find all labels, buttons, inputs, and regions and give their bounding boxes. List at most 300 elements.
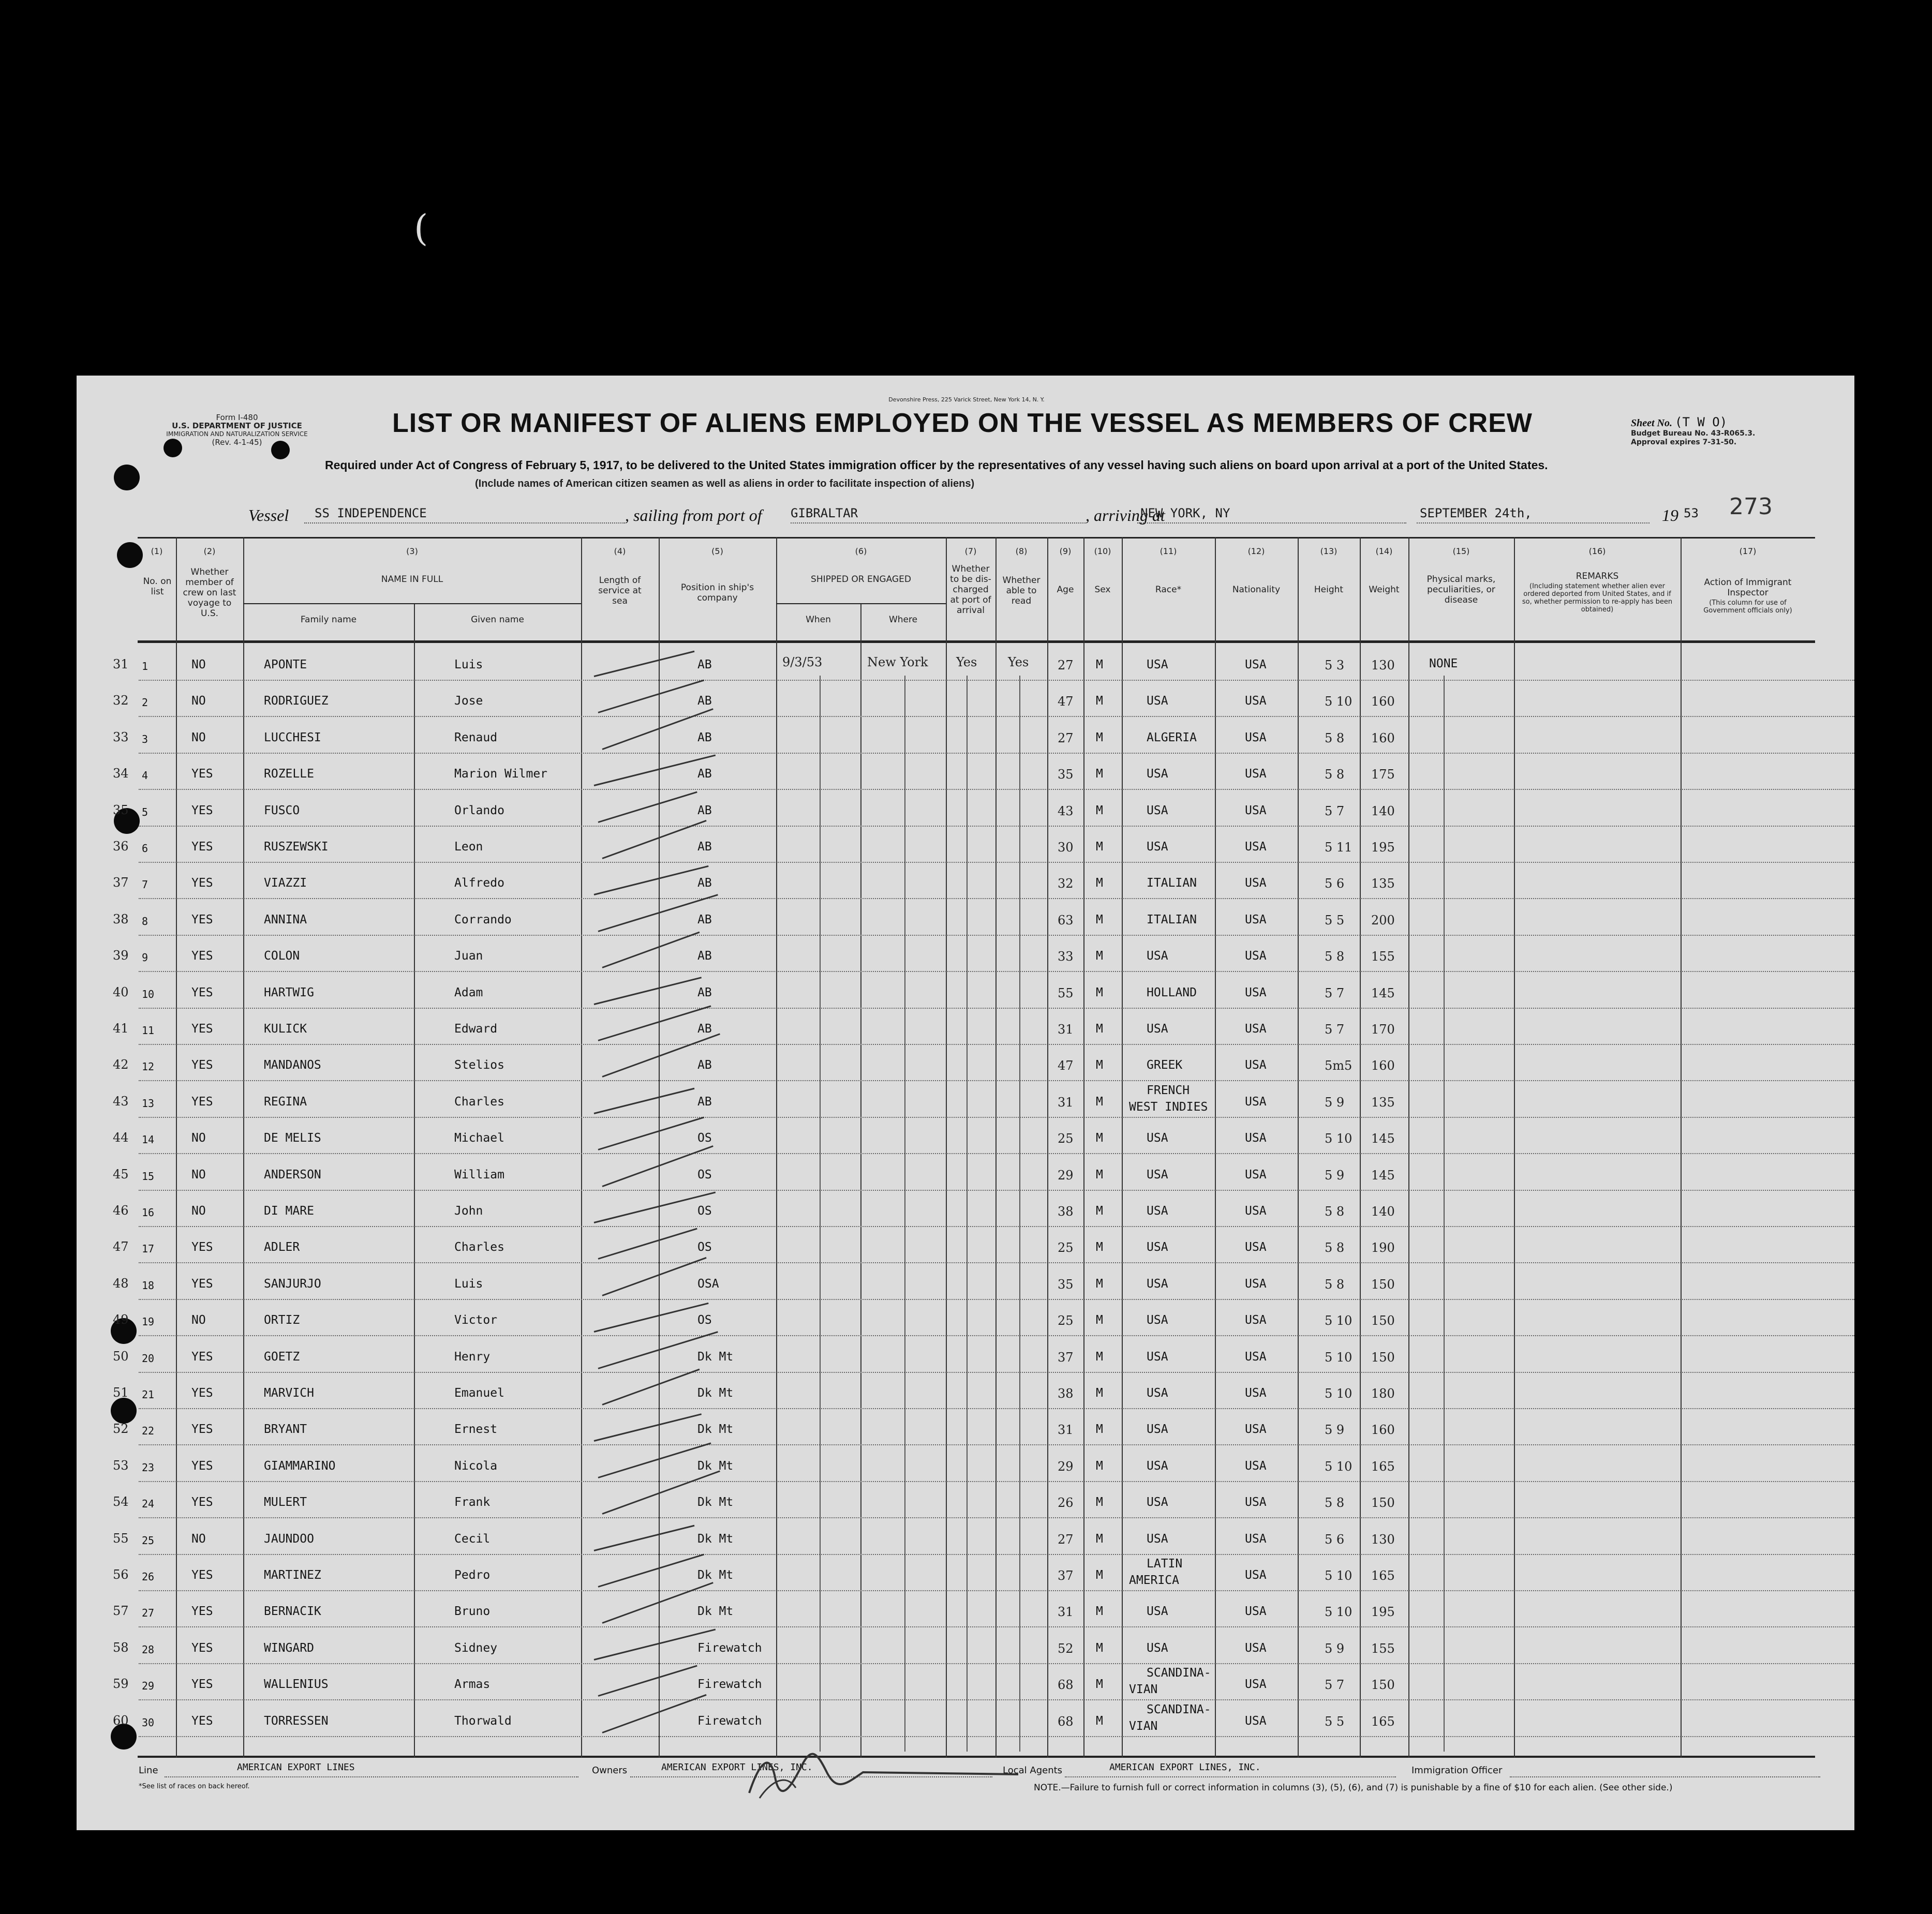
cell-given-name: Alfredo [454,876,504,890]
cell-race: USA [1147,1131,1168,1145]
cell-weight: 150 [1371,1496,1395,1511]
cell-sex: M [1096,1459,1103,1473]
cell-age: 43 [1058,803,1074,818]
vessel-underline [304,522,625,524]
cell-weight: 155 [1371,1641,1395,1656]
cell-sex: M [1096,658,1103,671]
cell-given-name: Thorwald [454,1714,512,1728]
table-row [77,1378,1854,1414]
cell-race: USA [1147,694,1168,708]
cell-previous-voyage: NO [191,1204,206,1218]
cell-sequence-number: 54 [113,1494,129,1509]
service-mark [594,1414,702,1442]
row-divider [139,1736,1854,1737]
service-mark [598,1228,697,1260]
cell-weight: 130 [1371,658,1395,672]
service-mark [594,977,702,1005]
cell-previous-voyage: YES [191,1423,213,1437]
cell-nationality: USA [1245,1204,1267,1218]
cell-previous-voyage: NO [191,730,206,744]
col-number: (16) [1588,546,1606,556]
cell-position: AB [697,840,712,854]
cell-sex: M [1096,767,1103,781]
cell-race: ALGERIA [1147,730,1197,744]
cell-weight: 145 [1371,1168,1395,1183]
cell-position: Dk Mt [697,1605,734,1619]
cell-nationality: USA [1245,949,1267,963]
cell-position: AB [697,658,712,671]
cell-sequence-number: 34 [113,766,129,781]
cell-age: 47 [1058,1058,1074,1073]
cell-height: 5 8 [1325,1240,1345,1255]
cell-previous-voyage: YES [191,1568,213,1582]
cell-weight: 155 [1371,949,1395,964]
first-row-where: New York [867,655,928,669]
sheet-number-label: Sheet No. [1631,417,1672,429]
cell-height: 5 9 [1325,1168,1345,1183]
col-header-remarks-note: (Including statement whether alien ever ordered deported from United States, and if so, whether permission to re-apply has been obtained) [1522,582,1673,614]
table-row [77,941,1854,977]
budget-info [1631,429,1755,447]
table-row [77,1342,1854,1378]
cell-given-name: Luis [454,1277,483,1291]
cell-sequence-number: 58 [113,1640,129,1655]
cell-race: USA [1147,1204,1168,1218]
shipped-subheader-rule [776,603,946,604]
cell-nationality: USA [1245,767,1267,781]
cell-sequence-number: 52 [113,1422,129,1437]
cell-weight: 160 [1371,730,1395,745]
cell-previous-voyage: YES [191,1277,213,1291]
service-name: IMMIGRATION AND NATURALIZATION SERVICE [166,430,308,438]
ditto-mark [904,676,905,1752]
year-prefix: 19 [1662,506,1678,525]
cell-height: 5 6 [1325,876,1345,891]
table-row [77,1123,1854,1159]
page-title: LIST OR MANIFEST OF ALIENS EMPLOYED ON THE VESSEL AS MEMBERS OF CREW [392,408,1533,438]
cell-sequence-number: 31 [113,657,129,671]
cell-age: 37 [1058,1568,1074,1583]
cell-age: 47 [1058,694,1074,709]
cell-height: 5 6 [1325,1532,1345,1547]
cell-race: USA [1147,1605,1168,1619]
table-row [77,1014,1854,1050]
col-header-where: Where [888,615,918,625]
cell-position: AB [697,803,712,817]
cell-sequence-number: 38 [113,911,129,926]
cell-sequence-number: 41 [113,1021,129,1036]
vessel-label: Vessel [248,506,289,525]
cell-age: 68 [1058,1714,1074,1729]
cell-family-name: TORRESSEN [264,1714,329,1728]
cell-height: 5 5 [1325,1714,1345,1729]
cell-height: 5 8 [1325,730,1345,745]
page-number: 273 [1729,494,1773,520]
line-underline [165,1776,578,1777]
cell-age: 30 [1058,840,1074,855]
cell-age: 31 [1058,1095,1074,1110]
ditto-mark [967,676,968,1752]
cell-age: 27 [1058,658,1074,672]
col-number: (5) [711,546,723,556]
cell-age: 31 [1058,1022,1074,1037]
cell-position: Firewatch [697,1714,762,1728]
row-divider [139,1663,1854,1664]
cell-weight: 135 [1371,876,1395,891]
col-number: (1) [151,546,163,556]
cell-age: 37 [1058,1350,1074,1365]
cell-family-name: MARVICH [264,1386,314,1400]
table-row [77,1557,1854,1596]
sheet-number-value: (T W O) [1675,415,1728,429]
row-divider [139,971,1854,972]
row-divider [139,1554,1854,1555]
table-row [77,1160,1854,1196]
col-number: (10) [1094,546,1111,556]
cell-list-number: 21 [142,1388,155,1401]
cell-weight: 145 [1371,1131,1395,1146]
cell-weight: 160 [1371,1423,1395,1438]
cell-height: 5 8 [1325,1204,1345,1219]
cell-given-name: Ernest [454,1423,498,1437]
first-row-marks: NONE [1429,657,1458,670]
cell-weight: 170 [1371,1022,1395,1037]
cell-nationality: USA [1245,1496,1267,1509]
cell-age: 52 [1058,1641,1074,1656]
form-subtitle: Required under Act of Congress of February 5, 1917, to be delivered to the United States immigration officer by the representatives of any vessel having such aliens on board upon arrival at a port of the United States. [325,458,1548,472]
form-number: Form I-480 [216,413,258,422]
scan-mark: ( [414,207,428,249]
cell-weight: 165 [1371,1568,1395,1583]
cell-height: 5 8 [1325,1496,1345,1511]
cell-age: 38 [1058,1386,1074,1401]
form-revision: (Rev. 4-1-45) [212,438,262,447]
table-row [77,1414,1854,1451]
table-row [77,868,1854,904]
cell-previous-voyage: YES [191,1350,213,1364]
row-divider [139,680,1854,681]
cell-sex: M [1096,985,1103,999]
cell-previous-voyage: YES [191,1678,213,1692]
cell-weight: 150 [1371,1313,1395,1328]
cell-previous-voyage: NO [191,1168,206,1182]
line-name: AMERICAN EXPORT LINES [237,1762,355,1773]
cell-family-name: KULICK [264,1022,307,1036]
cell-race: GREEK [1147,1058,1183,1072]
cell-sex: M [1096,840,1103,854]
cell-previous-voyage: YES [191,840,213,854]
cell-list-number: 27 [142,1607,155,1620]
cell-list-number: 29 [142,1680,155,1693]
cell-family-name: BERNACIK [264,1605,321,1619]
cell-weight: 135 [1371,1095,1395,1110]
cell-nationality: USA [1245,1240,1267,1254]
cell-family-name: RODRIGUEZ [264,694,329,708]
cell-previous-voyage: NO [191,1313,206,1327]
cell-sex: M [1096,1313,1103,1327]
cell-weight: 160 [1371,694,1395,709]
cell-race: LATIN [1147,1557,1183,1571]
cell-given-name: Charles [454,1095,504,1109]
cell-given-name: Henry [454,1350,491,1364]
table-row [77,723,1854,759]
punch-hole [114,465,140,490]
departure-port: GIBRALTAR [791,506,858,520]
cell-nationality: USA [1245,876,1267,890]
ditto-mark [820,676,821,1752]
cell-list-number: 18 [142,1279,155,1292]
cell-sequence-number: 55 [113,1531,129,1546]
cell-sex: M [1096,1168,1103,1182]
cell-list-number: 7 [142,878,148,891]
cell-height: 5 10 [1325,1568,1353,1583]
cell-nationality: USA [1245,913,1267,926]
cell-height: 5 10 [1325,1131,1353,1146]
col-number: (11) [1160,546,1177,556]
cell-position: AB [697,876,712,890]
col-header-age: Age [1057,585,1074,595]
col-header-inspector-action: Action of Immigrant Inspector [1704,577,1792,598]
cell-list-number: 11 [142,1024,155,1037]
cell-family-name: GOETZ [264,1350,300,1364]
cell-position: AB [697,1058,712,1072]
cell-sequence-number: 49 [113,1312,129,1327]
cell-given-name: Marion Wilmer [454,767,548,781]
owners-label: Owners [592,1765,628,1776]
cell-list-number: 4 [142,769,148,782]
cell-sex: M [1096,1386,1103,1400]
table-row [77,1451,1854,1487]
cell-sequence-number: 59 [113,1677,129,1692]
cell-race: USA [1147,840,1168,854]
cell-race: USA [1147,1022,1168,1036]
cell-age: 25 [1058,1131,1074,1146]
cell-previous-voyage: NO [191,1131,206,1145]
table-row [77,1083,1854,1123]
col-header-height: Height [1314,585,1344,595]
cell-given-name: Leon [454,840,483,854]
cell-race: SCANDINA- [1147,1666,1211,1680]
cell-given-name: John [454,1204,483,1218]
cell-height: 5 7 [1325,803,1345,818]
cell-age: 63 [1058,913,1074,928]
agents-underline [1065,1776,1396,1777]
cell-list-number: 5 [142,805,148,818]
cell-position: AB [697,985,712,999]
cell-sex: M [1096,1423,1103,1437]
cell-given-name: Bruno [454,1605,491,1619]
cell-position: AB [697,913,712,926]
cell-position: OS [697,1168,712,1182]
year: 53 [1684,506,1699,520]
cell-nationality: USA [1245,840,1267,854]
first-row-discharged: Yes [956,655,977,669]
cell-height: 5 9 [1325,1095,1345,1110]
cell-list-number: 19 [142,1315,155,1328]
cell-sex: M [1096,803,1103,817]
cell-previous-voyage: NO [191,694,206,708]
cell-age: 29 [1058,1459,1074,1474]
row-divider [139,826,1854,827]
cell-weight: 150 [1371,1350,1395,1365]
cell-given-name: Victor [454,1313,498,1327]
cell-sequence-number: 43 [113,1094,129,1109]
cell-given-name: Emanuel [454,1386,504,1400]
cell-age: 25 [1058,1313,1074,1328]
cell-family-name: MANDANOS [264,1058,321,1072]
cell-list-number: 22 [142,1425,155,1438]
cell-family-name: SANJURJO [264,1277,321,1291]
cell-position: OSA [697,1277,719,1291]
table-row [77,686,1854,722]
line-label: Line [139,1765,158,1776]
col-header-position: Position in ship's company [680,582,754,603]
row-divider [139,935,1854,936]
service-mark [594,1524,695,1551]
row-divider [139,1299,1854,1300]
cell-list-number: 2 [142,696,148,709]
cell-weight: 200 [1371,913,1395,928]
cell-sex: M [1096,876,1103,890]
table-row [77,1524,1854,1560]
cell-height: 5 5 [1325,913,1345,928]
cell-position: AB [697,730,712,744]
cell-given-name: Renaud [454,730,498,744]
budget-bureau: Budget Bureau No. 43-R065.3. [1631,429,1756,438]
cell-height: 5 10 [1325,1459,1353,1474]
row-divider [139,1481,1854,1482]
cell-nationality: USA [1245,1095,1267,1109]
table-row [77,905,1854,941]
first-row-when: 9/3/53 [782,655,823,669]
row-divider [139,1080,1854,1081]
service-mark [594,865,709,895]
ditto-mark [1019,676,1020,1752]
cell-weight: 145 [1371,985,1395,1000]
first-row-read: Yes [1008,655,1029,669]
cell-list-number: 26 [142,1571,155,1583]
cell-sequence-number: 51 [113,1385,129,1400]
cell-sex: M [1096,694,1103,708]
cell-race: FRENCH [1147,1083,1190,1097]
col-number: (12) [1247,546,1265,556]
service-mark [594,1087,695,1114]
table-row [77,1487,1854,1523]
cell-weight: 150 [1371,1678,1395,1693]
cell-sex: M [1096,1058,1103,1072]
cell-list-number: 16 [142,1206,155,1219]
cell-sequence-number: 35 [113,802,129,817]
cell-list-number: 3 [142,732,148,745]
cell-nationality: USA [1245,1386,1267,1400]
cell-position: AB [697,767,712,781]
col-number: (8) [1015,546,1028,556]
cell-position: Dk Mt [697,1459,734,1473]
cell-list-number: 30 [142,1716,155,1729]
sailing-label: , sailing from port of [625,506,762,525]
cell-nationality: USA [1245,1714,1267,1728]
cell-given-name: Adam [454,985,483,999]
arrival-underline [1137,522,1406,524]
cell-position: Dk Mt [697,1386,734,1400]
cell-sequence-number: 60 [113,1713,129,1728]
cell-given-name: Juan [454,949,483,963]
cell-family-name: COLON [264,949,300,963]
cell-race: USA [1147,949,1168,963]
cell-sex: M [1096,1022,1103,1036]
cell-family-name: DI MARE [264,1204,314,1218]
cell-race-line2: VIAN [1129,1719,1158,1733]
cell-nationality: USA [1245,1313,1267,1327]
row-divider [139,1444,1854,1445]
cell-previous-voyage: YES [191,913,213,926]
cell-position: Dk Mt [697,1496,734,1509]
cell-family-name: ADLER [264,1240,300,1254]
table-row [77,1269,1854,1305]
col-number: (9) [1059,546,1072,556]
cell-previous-voyage: YES [191,1641,213,1655]
cell-position: AB [697,949,712,963]
table-top-rule [138,537,1815,539]
agents-label: Local Agents [1003,1765,1063,1776]
cell-nationality: USA [1245,1641,1267,1655]
cell-family-name: ORTIZ [264,1313,300,1327]
cell-position: OS [697,1240,712,1254]
cell-list-number: 6 [142,842,148,855]
row-divider [139,1590,1854,1591]
cell-weight: 140 [1371,1204,1395,1219]
cell-height: 5 11 [1325,840,1353,855]
table-row [77,759,1854,795]
col-number: (2) [203,546,216,556]
cell-height: 5 9 [1325,1423,1345,1438]
cell-height: 5 7 [1325,1022,1345,1037]
row-divider [139,1699,1854,1700]
arrival-port: NEW YORK, NY [1140,506,1230,520]
cell-list-number: 1 [142,660,148,672]
cell-sex: M [1096,1277,1103,1291]
cell-position: Dk Mt [697,1568,734,1582]
cell-family-name: RUSZEWSKI [264,840,329,854]
cell-previous-voyage: YES [191,985,213,999]
col-header-name: NAME IN FULL [381,574,443,585]
cell-given-name: Armas [454,1678,491,1692]
agents-name: AMERICAN EXPORT LINES, INC. [1109,1762,1261,1773]
cell-sex: M [1096,1568,1103,1582]
cell-sequence-number: 44 [113,1130,129,1145]
service-mark [598,1665,697,1697]
cell-given-name: Orlando [454,803,504,817]
cell-given-name: Charles [454,1240,504,1254]
cell-sequence-number: 32 [113,693,129,708]
cell-age: 27 [1058,730,1074,745]
cell-nationality: USA [1245,730,1267,744]
cell-sequence-number: 39 [113,948,129,963]
cell-height: 5 3 [1325,658,1345,672]
cell-sex: M [1096,949,1103,963]
cell-nationality: USA [1245,1423,1267,1437]
cell-list-number: 14 [142,1133,155,1146]
cell-race: USA [1147,767,1168,781]
cell-previous-voyage: YES [191,1058,213,1072]
cell-position: AB [697,1022,712,1036]
row-divider [139,1626,1854,1627]
cell-sequence-number: 53 [113,1458,129,1473]
cell-sex: M [1096,913,1103,926]
cell-race: USA [1147,1496,1168,1509]
cell-sequence-number: 46 [113,1203,129,1218]
cell-given-name: Corrando [454,913,512,926]
